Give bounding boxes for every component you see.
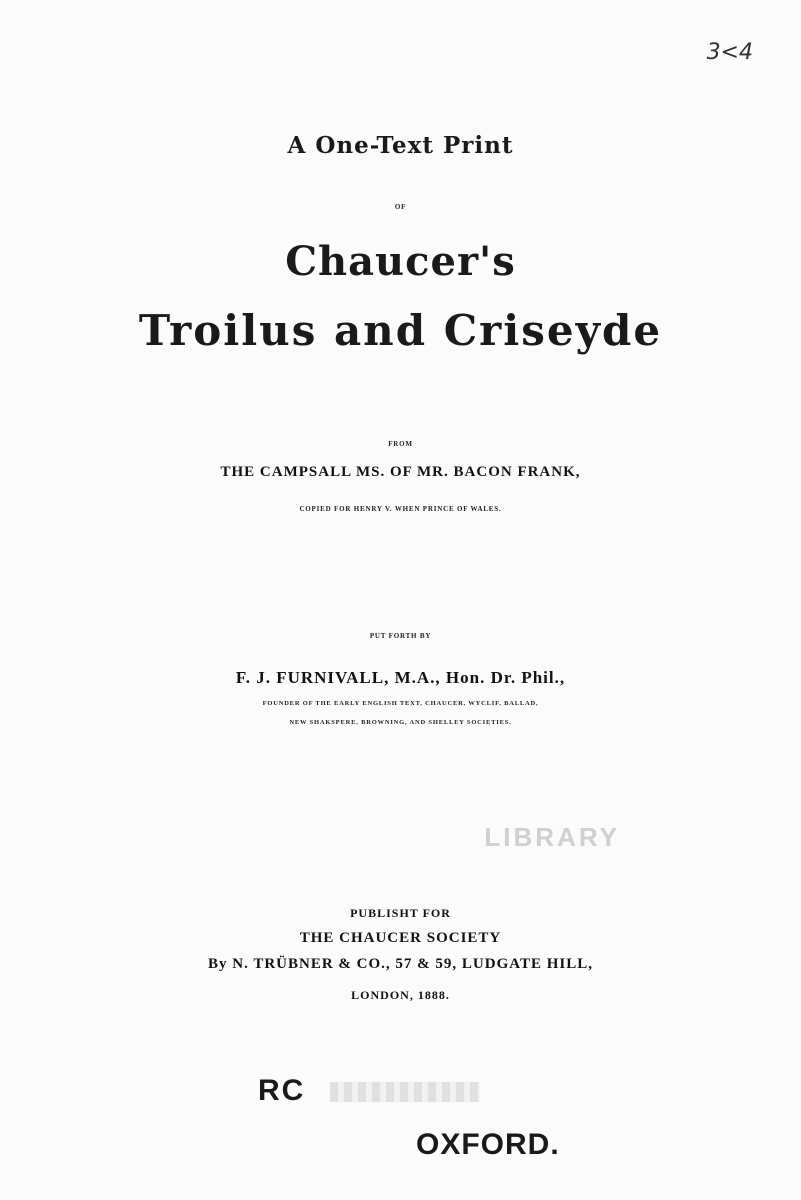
publisher-line-2: THE CHAUCER SOCIETY [299, 930, 502, 946]
publisher-line-4: LONDON, 1888. [351, 988, 450, 1002]
stamp-rc-faded [330, 1082, 480, 1102]
publisher-line-1: PUBLISHT FOR [350, 906, 451, 920]
editor-name: F. J. FURNIVALL, M.A., Hon. Dr. Phil., [235, 668, 566, 687]
manuscript-line: THE CAMPSALL MS. OF MR. BACON FRANK, [220, 464, 581, 480]
copied-note: COPIED FOR HENRY V. WHEN PRINCE OF WALES. [299, 505, 502, 513]
put-forth-label: PUT FORTH BY [369, 632, 432, 640]
title-line-4: Troilus and Criseyde [138, 306, 663, 355]
title-line-2: OF [394, 203, 407, 211]
from-label: FROM [388, 440, 413, 448]
stamp-oxford: OXFORD. [416, 1128, 560, 1161]
stamp-rc: RC [258, 1074, 306, 1107]
title-line-3: Chaucer's [285, 238, 516, 285]
publisher-line-3: By N. TRÜBNER & CO., 57 & 59, LUDGATE HILL, [208, 956, 593, 972]
shelf-mark: 3<4 [706, 40, 753, 65]
title-line-1: A One-Text Print [287, 132, 514, 159]
library-stamp: LIBRARY [484, 822, 620, 852]
editor-role-1: FOUNDER OF THE EARLY ENGLISH TEXT, CHAUCER, WYCLIF, BALLAD, [262, 700, 539, 707]
editor-role-2: NEW SHAKSPERE, BROWNING, AND SHELLEY SOCIETIES. [289, 719, 512, 726]
